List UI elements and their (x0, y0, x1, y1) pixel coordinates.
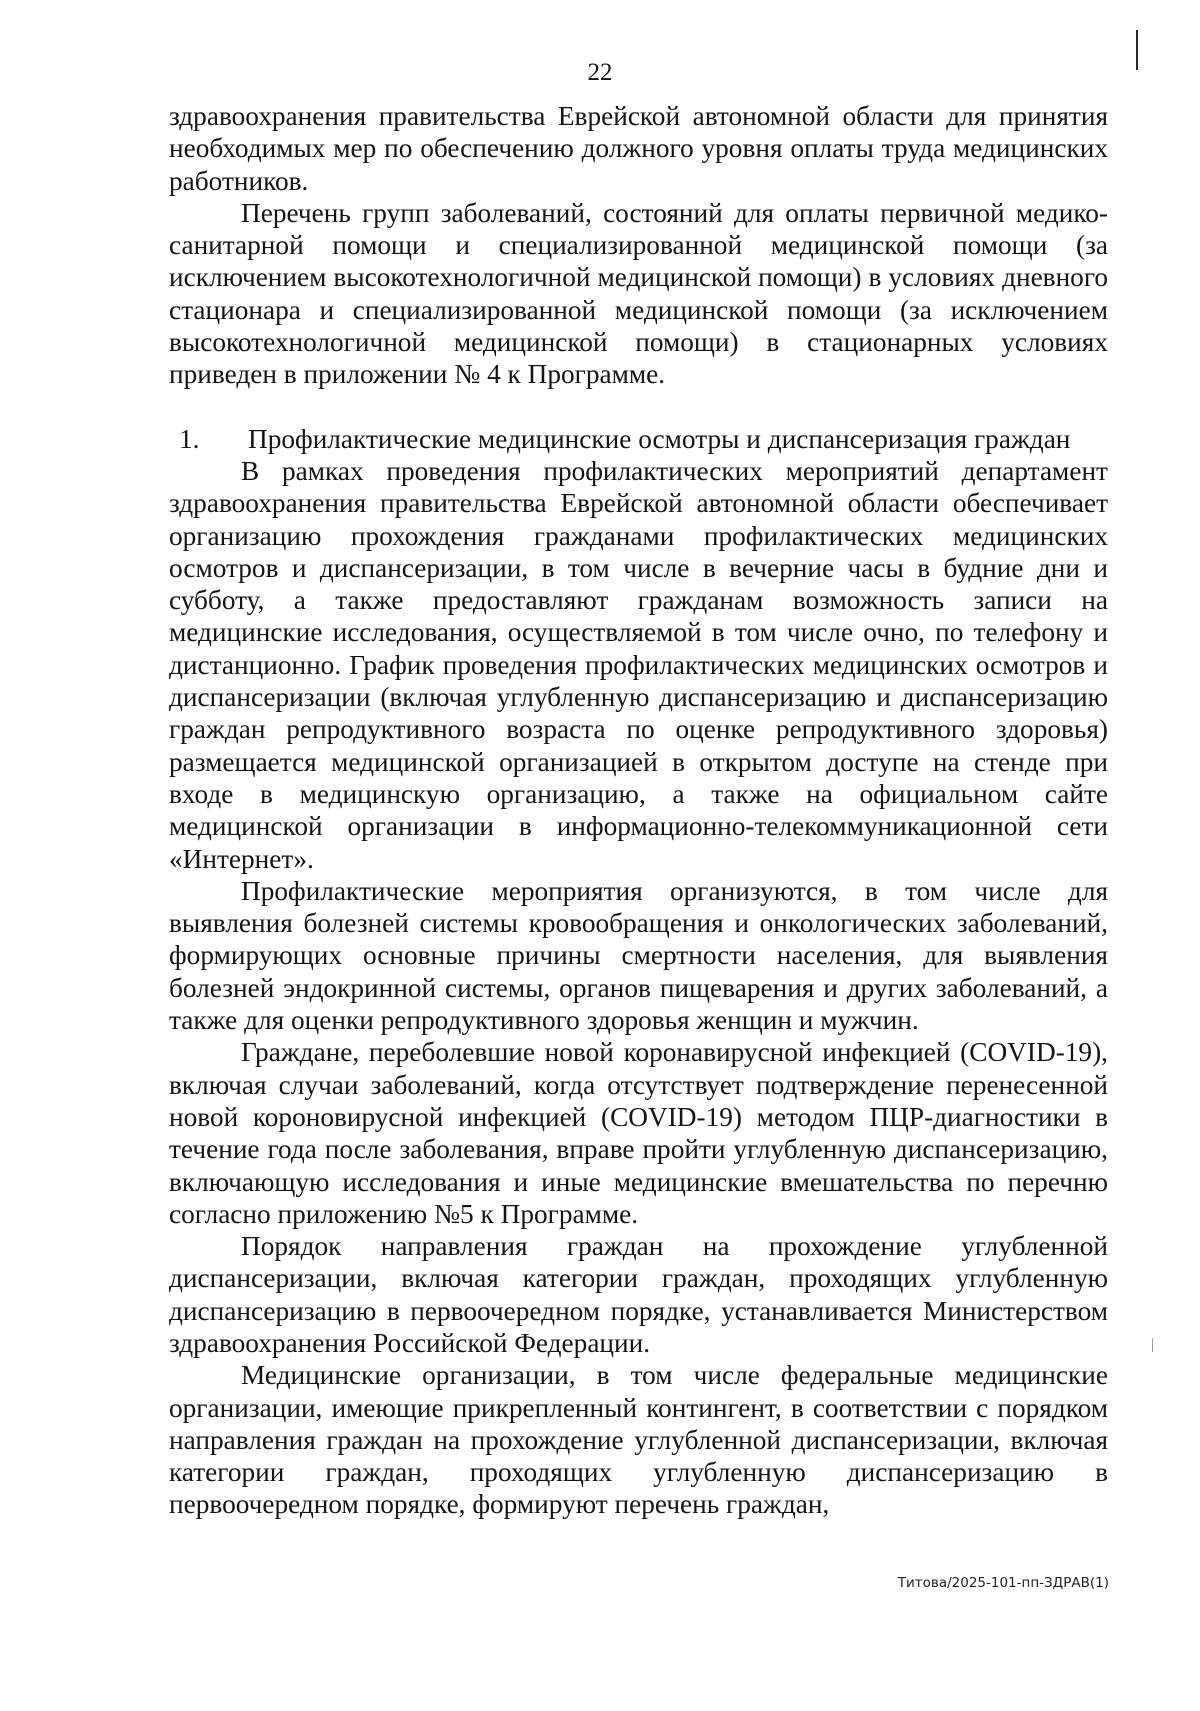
paragraph: Перечень групп заболеваний, состояний для оплаты первичной медико-санитарной помощи и специализированной медицинской помощи (за исключением высокотехнологичной медицинской помощи) в условиях дневного стационара и специализированной медицинской помощи (за исключением высокотехнологичной медицинской помощи) в стационарных условиях приведен в приложении № 4 к Программе. (169, 197, 1108, 390)
section-gap (169, 391, 1108, 423)
document-body (169, 100, 1108, 1521)
section-number: 1. (179, 423, 200, 454)
paragraph: Профилактические мероприятия организуются, в том числе для выявления болезней системы кровообращения и онкологических заболеваний, формирующих основные причины смертности населения, для выявления болезней эндокринной системы, органов пищеварения и других заболеваний, а также для оценки репродуктивного здоровья женщин и мужчин. (169, 875, 1108, 1036)
section-title: Профилактические медицинские осмотры и диспансеризация граждан (248, 423, 1071, 454)
paragraph-continuation: здравоохранения правительства Еврейской автономной области для принятия необходимых мер по обеспечению должного уровня оплаты труда медицинских работников. (169, 101, 1108, 196)
document-reference: Титова/2025-101-пп-ЗДРАВ(1) (897, 1575, 1109, 1591)
paragraph: В рамках проведения профилактических мероприятий департамент здравоохранения правительства Еврейской автономной области обеспечивает организацию прохождения гражданами профилактических медицинских осмотров и диспансеризации, в том числе в вечерние часы в будние дни и субботу, а также предоставляют гражданам возможность записи на медицинские исследования, осуществляемой в том числе очно, по телефону и дистанционно. График проведения профилактических медицинских осмотров и диспансеризации (включая углубленную диспансеризацию и диспансеризацию граждан репродуктивного возраста по оценке репродуктивного здоровья) размещается медицинской организацией в открытом доступе на стенде при входе в медицинскую организацию, а также на официальном сайте медицинской организации в информационно-телекоммуникационной сети «Интернет». (169, 455, 1108, 874)
section-heading (169, 423, 1108, 455)
paragraph: Медицинские организации, в том числе федеральные медицинские организации, имеющие прикрепленный контингент, в соответствии с порядком направления граждан на прохождение углубленной диспансеризации, включая категории граждан, проходящих углубленную диспансеризацию в первоочередном порядке, формируют перечень граждан, (169, 1360, 1108, 1520)
paragraph: Порядок направления граждан на прохождение углубленной диспансеризации, включая категории граждан, проходящих углубленную диспансеризацию в первоочередном порядке, устанавливается Министерством здравоохранения Российской Федерации. (169, 1231, 1108, 1358)
paragraph: Граждане, переболевшие новой коронавирусной инфекцией (COVID-19), включая случаи заболеваний, когда отсутствует подтверждение перенесенной новой короновирусной инфекцией (COVID-19) методом ПЦР-диагностики в течение года после заболевания, вправе пройти углубленную диспансеризацию, включающую исследования и иные медицинские вмешательства по перечню согласно приложению №5 к Программе. (169, 1037, 1108, 1229)
page-number: 22 (587, 59, 613, 86)
scan-edge-mark (1152, 1338, 1153, 1352)
